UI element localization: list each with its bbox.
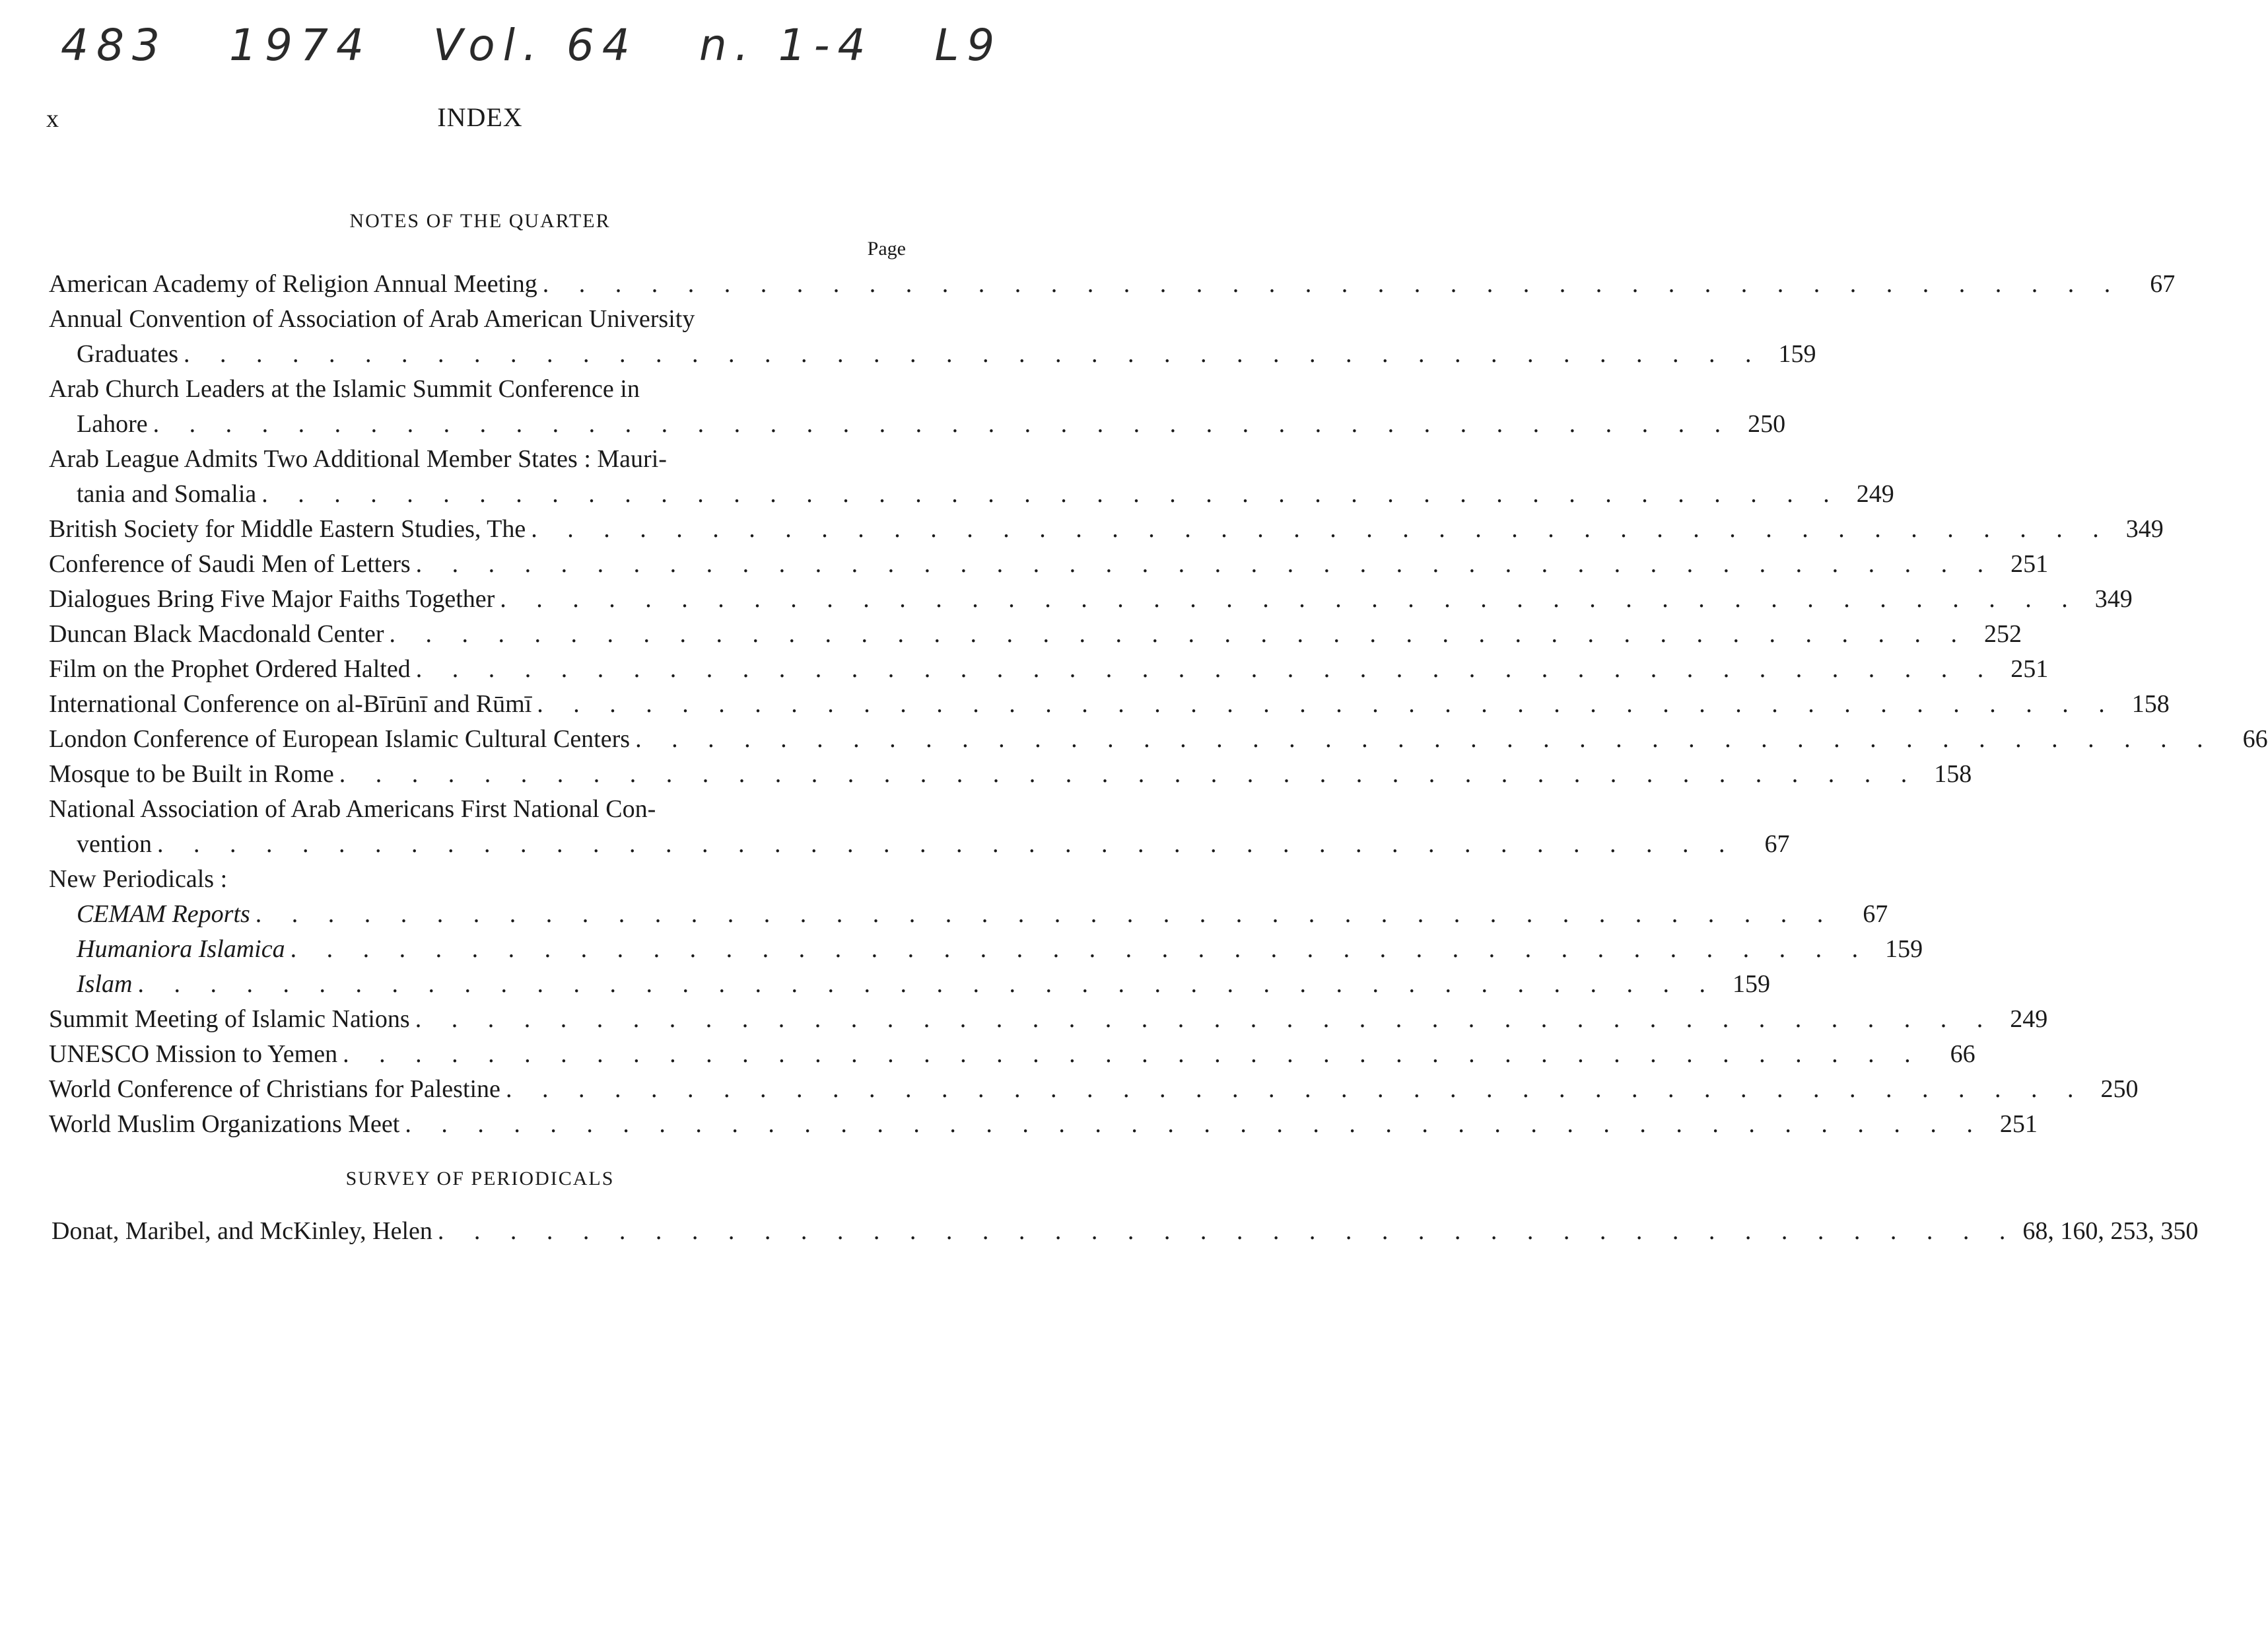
index-entry: [49, 757, 1972, 792]
entry-title: Arab League Admits Two Additional Member States : Mauri-: [49, 445, 667, 473]
index-entry: [49, 302, 1816, 372]
entry-title: Dialogues Bring Five Major Faiths Together: [49, 585, 495, 613]
entry-title: International Conference on al-Bīrūnī and Rūmī: [49, 690, 532, 718]
survey-section-title: SURVEY OF PERIODICALS: [345, 1168, 615, 1189]
survey-entry-list: [52, 1214, 2199, 1249]
entry-page-number: 250: [2100, 1075, 2139, 1103]
dot-leader: [157, 827, 1737, 862]
notes-entry-list: [49, 267, 2268, 1142]
entry-page-number: 251: [2010, 655, 2049, 683]
entry-title: Humaniora Islamica: [77, 935, 285, 963]
entry-page-number: 349: [2125, 515, 2164, 543]
index-entry: [49, 547, 2049, 582]
entry-page-number: 67: [2150, 270, 2176, 298]
index-entry: [49, 792, 1790, 862]
entry-title: Islam: [77, 970, 133, 998]
handwritten-year: 1974: [228, 20, 372, 71]
index-entry: [49, 862, 905, 897]
dot-leader: [137, 967, 1717, 1002]
dot-leader: [500, 582, 2080, 617]
index-entry: [49, 372, 1786, 442]
entry-page-number: 67: [1863, 900, 1888, 928]
entry-page-number: 249: [1856, 480, 1894, 508]
entry-title: Donat, Maribel, and McKinley, Helen: [52, 1217, 432, 1245]
entry-title: Mosque to be Built in Rome: [49, 760, 334, 788]
entry-title: CEMAM Reports: [77, 900, 250, 928]
entry-page-number: 158: [2131, 690, 2170, 718]
dot-leader: [416, 652, 1996, 687]
entry-title: American Academy of Religion Annual Meeting: [49, 270, 537, 298]
entry-title: UNESCO Mission to Yemen: [49, 1040, 338, 1068]
entry-title: Film on the Prophet Ordered Halted: [49, 655, 411, 683]
page-column-label: Page: [867, 238, 906, 260]
index-entry: [49, 1107, 2038, 1142]
dot-leader: [343, 1037, 1923, 1072]
entry-page-number: 67: [1764, 830, 1790, 858]
entry-page-number: 251: [1999, 1110, 2038, 1138]
entry-page-number: 66: [2242, 725, 2268, 753]
index-entry: [49, 967, 1770, 1002]
entry-page-number: 251: [2010, 550, 2049, 578]
dot-leader: [390, 617, 1970, 652]
dot-leader: [416, 547, 1996, 582]
entry-page-number: 159: [1778, 340, 1816, 368]
entry-page-number: 249: [2010, 1005, 2048, 1033]
index-entry: [49, 582, 2133, 617]
handwritten-issues: n. 1-4: [699, 20, 874, 71]
entry-page-number: 250: [1748, 410, 1786, 438]
entry-title: London Conference of European Islamic Cultural Centers: [49, 725, 631, 753]
dot-leader: [184, 337, 1764, 372]
index-entry: [49, 442, 1894, 512]
entry-title: Annual Convention of Association of Arab American University: [49, 305, 695, 333]
handwritten-catalog-note: [61, 20, 1042, 71]
dot-leader: [635, 722, 2215, 757]
entry-title: Graduates: [77, 340, 179, 368]
entry-page-number: 252: [1984, 620, 2022, 648]
index-entry: [49, 1002, 2048, 1037]
entry-title: New Periodicals :: [49, 865, 228, 893]
index-entry: [49, 722, 2268, 757]
entry-title: National Association of Arab Americans First National Con-: [49, 795, 656, 823]
entry-page-number: 66: [1950, 1040, 1976, 1068]
index-entry: [49, 1037, 1976, 1072]
entry-title: vention: [77, 830, 152, 858]
notes-section-title: NOTES OF THE QUARTER: [349, 210, 611, 232]
entry-title: Arab Church Leaders at the Islamic Summit Conference in: [49, 375, 640, 403]
index-entry: [52, 1214, 2199, 1249]
index-entry: [49, 1072, 2139, 1107]
entry-title: British Society for Middle Eastern Studies, The: [49, 515, 526, 543]
index-entry: [49, 932, 1923, 967]
entry-title: Duncan Black Macdonald Center: [49, 620, 384, 648]
dot-leader: [506, 1072, 2086, 1107]
entry-title: World Muslim Organizations Meet: [49, 1110, 400, 1138]
dot-leader: [405, 1107, 1985, 1142]
entry-page-number: 159: [1885, 935, 1923, 963]
dot-leader: [339, 757, 1919, 792]
handwritten-volume: Vol. 64: [432, 20, 638, 71]
dot-leader: [438, 1214, 2018, 1249]
entry-page-number: 349: [2094, 585, 2133, 613]
entry-page-number: 159: [1732, 970, 1770, 998]
entry-title: tania and Somalia: [77, 480, 257, 508]
dot-leader: [415, 1002, 1995, 1037]
entry-title: Summit Meeting of Islamic Nations: [49, 1005, 410, 1033]
index-entry: [49, 897, 1888, 932]
dot-leader: [256, 897, 1836, 932]
handwritten-location: L9: [934, 20, 1003, 71]
dot-leader: [543, 267, 2123, 302]
dot-leader: [537, 687, 2117, 722]
entry-title: World Conference of Christians for Palestine: [49, 1075, 500, 1103]
running-head: INDEX: [437, 102, 523, 132]
entry-title: Lahore: [77, 410, 148, 438]
entry-page-number: 158: [1934, 760, 1972, 788]
index-entry: [49, 512, 2164, 547]
dot-leader: [153, 407, 1733, 442]
entry-title: Conference of Saudi Men of Letters: [49, 550, 411, 578]
dot-leader: [291, 932, 1871, 967]
index-entry: [49, 617, 2022, 652]
index-entry: [49, 687, 2170, 722]
dot-leader: [261, 477, 1841, 512]
entry-page-number: 68, 160, 253, 350: [2022, 1217, 2199, 1245]
dot-leader: [531, 512, 2111, 547]
handwritten-call-number: 483: [61, 20, 168, 71]
index-entry: [49, 652, 2049, 687]
index-entry: [49, 267, 2176, 302]
page-folio: x: [46, 105, 59, 133]
